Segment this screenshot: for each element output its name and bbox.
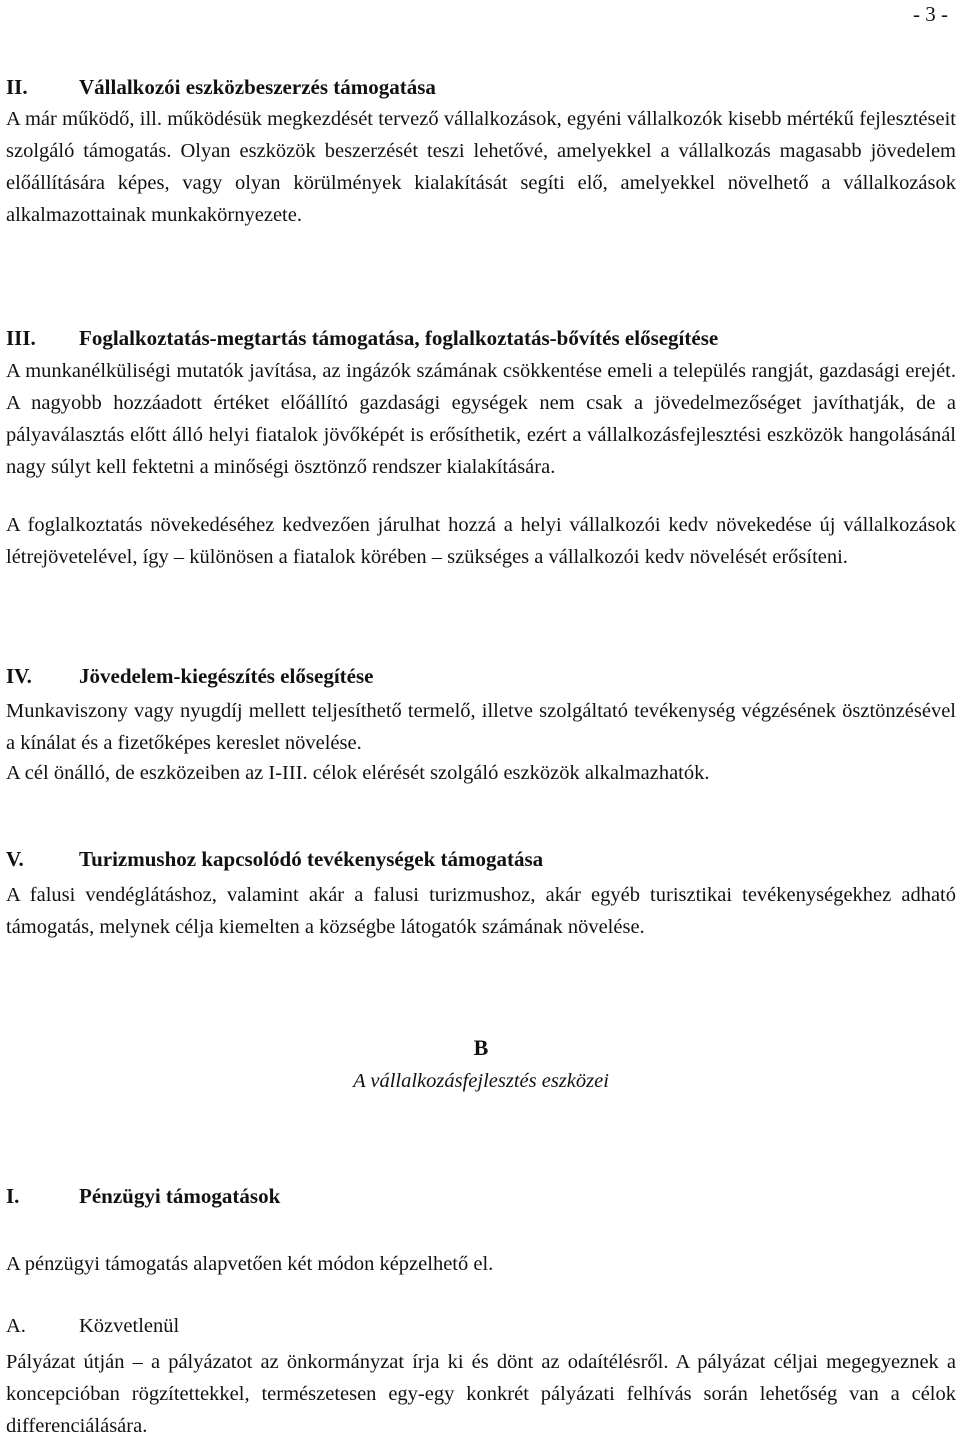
section-number: V. <box>6 847 24 871</box>
section-paragraph: A cél önálló, de eszközeiben az I-III. célok elérését szolgáló eszközök alkalmazhatók. <box>6 762 710 784</box>
section-number: I. <box>6 1184 20 1208</box>
section-title: Foglalkoztatás-megtartás támogatása, foglalkoztatás-bővítés elősegítése <box>79 326 719 350</box>
section-number: II. <box>6 75 28 99</box>
sub-number: A. <box>6 1315 26 1337</box>
section-paragraph: A munkanélküliségi mutatók javítása, az ingázók számának csökkentése emeli a település rangját, gazdasági erejét. A nagyobb hozzáadott értéket előállító gazdasági egységek nem csak a jövedelmezőséget javíthatják, de a pályaválasztás előtt álló helyi fiatalok jövőképét is erősíthetik, ezért a vállalkozásfejlesztési eszközök hangolásánál nagy súlyt kell fektetni a minőségi ösztönző rendszer kialakítására. <box>6 360 956 478</box>
section-heading-5 <box>6 843 956 875</box>
section-paragraph: A foglalkoztatás növekedéséhez kedvezően járulhat hozzá a helyi vállalkozói kedv növekedése új vállalkozások létrejövetelével, így – különösen a fiatalok körében – szükséges a vállalkozói kedv növelését erősíteni. <box>6 514 956 568</box>
section-number: III. <box>6 326 36 350</box>
section-title: Jövedelem-kiegészítés elősegítése <box>79 664 374 688</box>
section-number: IV. <box>6 664 32 688</box>
section-paragraph: A pénzügyi támogatás alapvetően két módon képzelhető el. <box>6 1253 494 1275</box>
section-heading-4 <box>6 660 956 692</box>
part-title: A vállalkozásfejlesztés eszközei <box>353 1070 609 1092</box>
section-heading-2 <box>6 71 956 103</box>
section-paragraph: A falusi vendéglátáshoz, valamint akár a falusi turizmushoz, akár egyéb turisztikai tevékenységekhez adható támogatás, melynek célja kiemelten a községbe látogatók számának növelése. <box>6 884 956 938</box>
sub-heading-a <box>6 1310 956 1342</box>
subsection-heading-1 <box>6 1180 956 1212</box>
part-letter: B <box>473 1035 489 1060</box>
section-paragraph: Munkaviszony vagy nyugdíj mellett teljesíthető termelő, illetve szolgáltató tevékenység végzésének ösztönzésével a kínálat és a fizetőképes kereslet növelése. <box>6 700 956 754</box>
section-paragraph: A már működő, ill. működésük megkezdését tervező vállalkozások, egyéni vállalkozók kisebb mértékű fejlesztéseit szolgáló támogatás. Olyan eszközök beszerzését teszi lehetővé, amelyekkel a vállalkozás magasabb jövedelem előállítására képes, vagy olyan körülmények kialakítását segíti elő, amelyekkel növelhető a vállalkozások alkalmazottainak munkakörnyezete. <box>6 108 956 226</box>
sub-title: Közvetlenül <box>79 1315 180 1337</box>
section-title: Turizmushoz kapcsolódó tevékenységek támogatása <box>79 847 544 871</box>
page-number: - 3 - <box>913 2 948 26</box>
section-paragraph: Pályázat útján – a pályázatot az önkormányzat írja ki és dönt az odaítélésről. A pályázat céljai megegyeznek a koncepcióban rögzítettekkel, természetesen egy-egy konkrét pályázati felhívás során lehetőség van a célok differenciálására. <box>6 1351 956 1437</box>
section-title: Pénzügyi támogatások <box>79 1184 281 1208</box>
section-title: Vállalkozói eszközbeszerzés támogatása <box>79 75 436 99</box>
section-heading-3 <box>6 322 956 354</box>
